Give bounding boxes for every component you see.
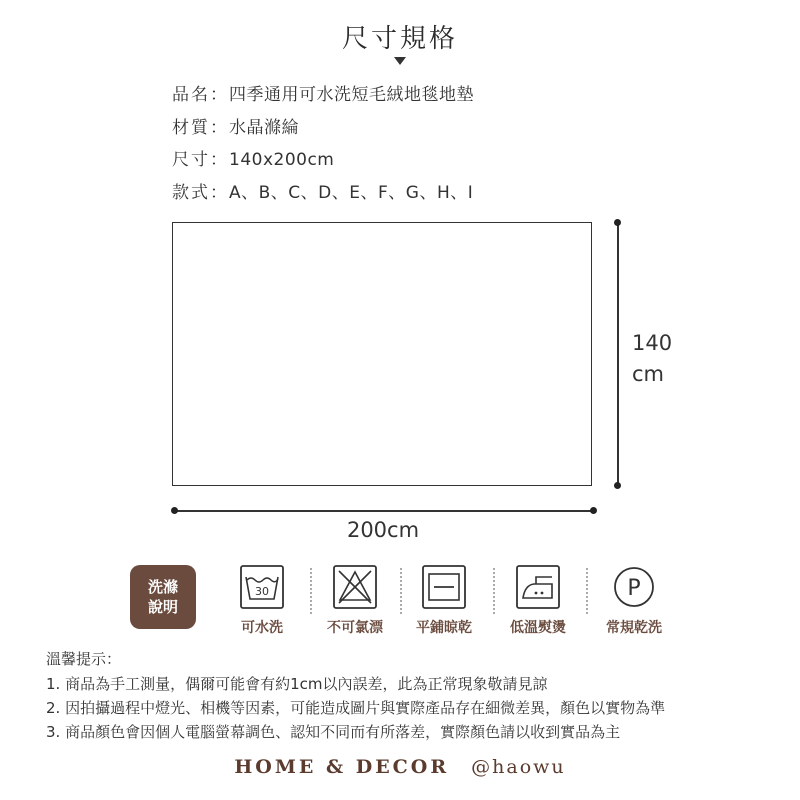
brand-handle: @haowu	[471, 756, 566, 778]
care-label-low-iron: 低溫熨燙	[510, 620, 566, 636]
notes-heading: 溫馨提示：	[46, 650, 122, 668]
care-label-no-bleach: 不可氯漂	[327, 620, 383, 636]
spec-material-label: 材質：	[172, 118, 229, 138]
spec-style-value: A、B、C、D、E、F、G、H、I	[229, 183, 474, 203]
svg-text:30: 30	[255, 585, 269, 598]
care-instructions-badge	[130, 565, 196, 629]
spec-material-value: 水晶滌綸	[229, 118, 299, 138]
care-badge-line2: 說明	[147, 598, 178, 616]
care-label-washable: 可水洗	[241, 620, 283, 636]
dry-flat-icon	[422, 565, 466, 609]
spec-size-value: 140x200cm	[229, 150, 335, 170]
wash-30-icon	[240, 565, 284, 609]
note-line: 1. 商品為手工測量，偶爾可能會有約1cm以內誤差，此為正常現象敬請見諒	[46, 675, 548, 693]
height-dimension-label	[632, 328, 672, 390]
note-line: 3. 商品顏色會因個人電腦螢幕調色、認知不同而有所落差，實際顏色請以收到實品為主	[46, 723, 621, 741]
height-unit: cm	[632, 362, 665, 386]
divider	[400, 568, 402, 614]
spec-name-value: 四季通用可水洗短毛絨地毯地墊	[229, 85, 474, 105]
note-line: 2. 因拍攝過程中燈光、相機等因素，可能造成圖片與實際產品存在細微差異，顏色以實物為準	[46, 699, 666, 717]
spec-name-row	[172, 80, 474, 105]
width-dimension-line	[174, 510, 594, 512]
down-arrow-icon	[394, 57, 406, 65]
page-title: 尺寸規格	[341, 24, 458, 54]
spec-size-row	[172, 145, 334, 170]
dimension-endpoint-dot	[590, 507, 597, 514]
divider	[310, 568, 312, 614]
spec-material-row	[172, 113, 299, 138]
dimension-endpoint-dot	[614, 219, 621, 226]
care-badge-line1: 洗滌	[147, 578, 178, 596]
rug-outline	[172, 222, 592, 486]
spec-name-label: 品名：	[172, 85, 229, 105]
height-value: 140	[632, 331, 673, 355]
width-dimension-label: 200cm	[346, 518, 420, 542]
divider	[493, 568, 495, 614]
brand-name: HOME & DECOR	[234, 756, 450, 778]
brand-footer	[0, 756, 800, 778]
height-dimension-line	[617, 222, 619, 486]
svg-text:P: P	[627, 576, 641, 601]
care-label-dry-flat: 平鋪晾乾	[416, 620, 472, 636]
spec-style-label: 款式：	[172, 183, 229, 203]
spec-size-label: 尺寸：	[172, 150, 229, 170]
spec-style-row	[172, 178, 473, 203]
no-bleach-icon	[333, 565, 377, 609]
dry-clean-icon	[612, 565, 656, 609]
divider	[586, 568, 588, 614]
care-label-dry-clean: 常規乾洗	[606, 620, 662, 636]
dimension-endpoint-dot	[171, 507, 178, 514]
dimension-endpoint-dot	[614, 482, 621, 489]
low-iron-icon	[516, 565, 560, 609]
